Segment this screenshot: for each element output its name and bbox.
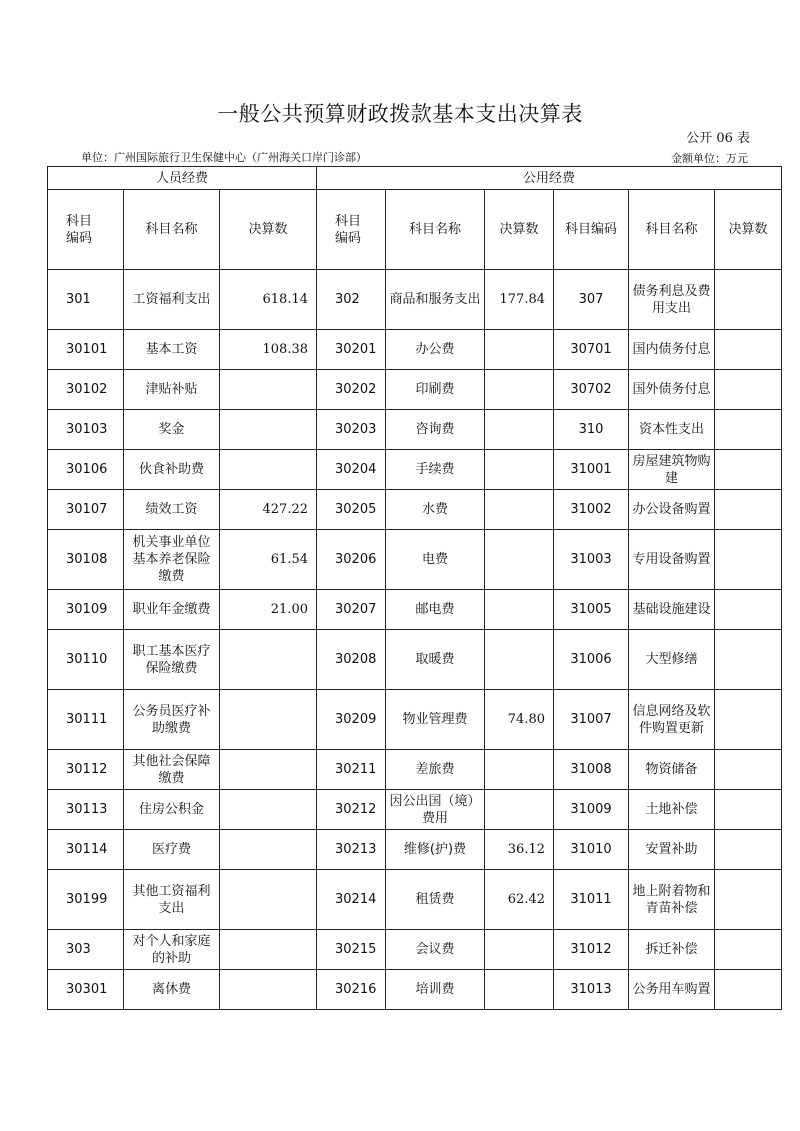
amount-cell: 36.12 <box>485 830 554 870</box>
name-cell: 培训费 <box>386 970 485 1010</box>
name-cell: 资本性支出 <box>629 410 715 450</box>
code-cell: 30211 <box>317 750 386 790</box>
amount-cell <box>220 370 317 410</box>
section-public: 公用经费 <box>317 167 782 190</box>
amount-cell <box>715 530 782 590</box>
table-row <box>48 750 782 790</box>
amount-cell <box>220 750 317 790</box>
code-cell: 30206 <box>317 530 386 590</box>
amount-cell <box>220 410 317 450</box>
table-row <box>48 490 782 530</box>
amount-cell: 61.54 <box>220 530 317 590</box>
amount-cell <box>485 370 554 410</box>
amount-cell <box>715 330 782 370</box>
code-cell: 30102 <box>48 370 124 410</box>
amount-cell <box>715 930 782 970</box>
header-amount-1: 决算数 <box>220 190 317 270</box>
code-cell: 30203 <box>317 410 386 450</box>
code-cell: 30208 <box>317 630 386 690</box>
code-cell: 30106 <box>48 450 124 490</box>
name-cell: 差旅费 <box>386 750 485 790</box>
amount-cell: 108.38 <box>220 330 317 370</box>
section-personnel: 人员经费 <box>48 167 317 190</box>
amount-cell <box>220 830 317 870</box>
amount-cell <box>485 450 554 490</box>
code-cell: 301 <box>48 270 124 330</box>
code-cell: 30103 <box>48 410 124 450</box>
code-cell: 31012 <box>554 930 629 970</box>
code-cell: 302 <box>317 270 386 330</box>
amount-cell: 21.00 <box>220 590 317 630</box>
code-cell: 30702 <box>554 370 629 410</box>
code-cell: 31006 <box>554 630 629 690</box>
code-cell: 30199 <box>48 870 124 930</box>
header-code-1: 科目 编码 <box>48 190 124 270</box>
header-name-1: 科目名称 <box>124 190 220 270</box>
document-title: 一般公共预算财政拨款基本支出决算表 <box>217 102 583 126</box>
code-cell: 30112 <box>48 750 124 790</box>
code-cell: 30101 <box>48 330 124 370</box>
amount-cell <box>715 790 782 830</box>
code-cell: 30201 <box>317 330 386 370</box>
amount-cell <box>485 970 554 1010</box>
code-cell: 31009 <box>554 790 629 830</box>
name-cell: 房屋建筑物购建 <box>629 450 715 490</box>
name-cell: 离休费 <box>124 970 220 1010</box>
header-amount-2: 决算数 <box>485 190 554 270</box>
amount-cell <box>220 870 317 930</box>
code-cell: 30204 <box>317 450 386 490</box>
name-cell: 地上附着物和青苗补偿 <box>629 870 715 930</box>
amount-cell: 427.22 <box>220 490 317 530</box>
code-cell: 30114 <box>48 830 124 870</box>
amount-cell: 74.80 <box>485 690 554 750</box>
amount-cell <box>220 450 317 490</box>
header-amount-3: 决算数 <box>715 190 782 270</box>
name-cell: 取暖费 <box>386 630 485 690</box>
code-cell: 31008 <box>554 750 629 790</box>
code-cell: 30216 <box>317 970 386 1010</box>
name-cell: 住房公积金 <box>124 790 220 830</box>
code-cell: 31007 <box>554 690 629 750</box>
code-cell: 30213 <box>317 830 386 870</box>
name-cell: 信息网络及软件购置更新 <box>629 690 715 750</box>
table-row <box>48 270 782 330</box>
amount-cell: 62.42 <box>485 870 554 930</box>
name-cell: 工资福利支出 <box>124 270 220 330</box>
code-cell: 30207 <box>317 590 386 630</box>
name-cell: 国内债务付息 <box>629 330 715 370</box>
code-cell: 31011 <box>554 870 629 930</box>
name-cell: 办公设备购置 <box>629 490 715 530</box>
amount-cell <box>715 690 782 750</box>
table-row <box>48 870 782 930</box>
code-cell: 30701 <box>554 330 629 370</box>
amount-cell <box>485 530 554 590</box>
code-cell: 30212 <box>317 790 386 830</box>
amount-cell <box>485 750 554 790</box>
amount-cell: 618.14 <box>220 270 317 330</box>
table-row <box>48 450 782 490</box>
amount-cell <box>220 690 317 750</box>
amount-cell <box>220 630 317 690</box>
code-cell: 31003 <box>554 530 629 590</box>
name-cell: 对个人和家庭的补助 <box>124 930 220 970</box>
amount-cell <box>715 750 782 790</box>
name-cell: 机关事业单位基本养老保险缴费 <box>124 530 220 590</box>
amount-cell: 177.84 <box>485 270 554 330</box>
name-cell: 基本工资 <box>124 330 220 370</box>
name-cell: 公务用车购置 <box>629 970 715 1010</box>
amount-cell <box>715 410 782 450</box>
amount-cell <box>485 930 554 970</box>
amount-unit: 金额单位：万元 <box>671 152 748 165</box>
name-cell: 伙食补助费 <box>124 450 220 490</box>
section-header-row <box>48 167 782 190</box>
code-cell: 303 <box>48 930 124 970</box>
name-cell: 印刷费 <box>386 370 485 410</box>
amount-cell <box>485 590 554 630</box>
name-cell: 租赁费 <box>386 870 485 930</box>
expenditure-table <box>47 166 782 1010</box>
amount-cell <box>485 790 554 830</box>
column-header-row <box>48 190 782 270</box>
amount-cell <box>715 630 782 690</box>
code-cell: 30209 <box>317 690 386 750</box>
code-cell: 30110 <box>48 630 124 690</box>
table-row <box>48 630 782 690</box>
amount-cell <box>715 450 782 490</box>
header-code-3: 科目编码 <box>554 190 629 270</box>
code-cell: 31005 <box>554 590 629 630</box>
code-cell: 31002 <box>554 490 629 530</box>
name-cell: 邮电费 <box>386 590 485 630</box>
amount-cell <box>485 490 554 530</box>
name-cell: 安置补助 <box>629 830 715 870</box>
name-cell: 其他工资福利支出 <box>124 870 220 930</box>
name-cell: 职工基本医疗保险缴费 <box>124 630 220 690</box>
table-row <box>48 930 782 970</box>
name-cell: 手续费 <box>386 450 485 490</box>
table-row <box>48 590 782 630</box>
code-cell: 31001 <box>554 450 629 490</box>
amount-cell <box>220 930 317 970</box>
name-cell: 大型修缮 <box>629 630 715 690</box>
name-cell: 国外债务付息 <box>629 370 715 410</box>
name-cell: 医疗费 <box>124 830 220 870</box>
table-row <box>48 410 782 450</box>
amount-cell <box>715 970 782 1010</box>
code-cell: 31010 <box>554 830 629 870</box>
reporting-unit: 单位：广州国际旅行卫生保健中心（广州海关口岸门诊部） <box>81 151 367 164</box>
code-cell: 30202 <box>317 370 386 410</box>
name-cell: 基础设施建设 <box>629 590 715 630</box>
code-cell: 30108 <box>48 530 124 590</box>
amount-cell <box>715 590 782 630</box>
name-cell: 会议费 <box>386 930 485 970</box>
name-cell: 公务员医疗补助缴费 <box>124 690 220 750</box>
header-code-2: 科目 编码 <box>317 190 386 270</box>
name-cell: 物业管理费 <box>386 690 485 750</box>
name-cell: 拆迁补偿 <box>629 930 715 970</box>
name-cell: 其他社会保障缴费 <box>124 750 220 790</box>
code-cell: 30109 <box>48 590 124 630</box>
table-row <box>48 530 782 590</box>
code-cell: 30214 <box>317 870 386 930</box>
amount-cell <box>485 630 554 690</box>
table-row <box>48 970 782 1010</box>
amount-cell <box>220 790 317 830</box>
amount-cell <box>715 270 782 330</box>
name-cell: 办公费 <box>386 330 485 370</box>
code-cell: 30215 <box>317 930 386 970</box>
name-cell: 咨询费 <box>386 410 485 450</box>
code-cell: 310 <box>554 410 629 450</box>
code-cell: 30111 <box>48 690 124 750</box>
table-row <box>48 790 782 830</box>
name-cell: 津贴补贴 <box>124 370 220 410</box>
amount-cell <box>485 410 554 450</box>
code-cell: 30301 <box>48 970 124 1010</box>
name-cell: 维修(护)费 <box>386 830 485 870</box>
name-cell: 电费 <box>386 530 485 590</box>
name-cell: 绩效工资 <box>124 490 220 530</box>
table-row <box>48 690 782 750</box>
code-cell: 31013 <box>554 970 629 1010</box>
name-cell: 土地补偿 <box>629 790 715 830</box>
code-cell: 30113 <box>48 790 124 830</box>
header-name-2: 科目名称 <box>386 190 485 270</box>
name-cell: 债务利息及费用支出 <box>629 270 715 330</box>
name-cell: 商品和服务支出 <box>386 270 485 330</box>
table-number: 公开 06 表 <box>686 131 750 146</box>
header-name-3: 科目名称 <box>629 190 715 270</box>
amount-cell <box>715 830 782 870</box>
name-cell: 水费 <box>386 490 485 530</box>
code-cell: 307 <box>554 270 629 330</box>
amount-cell <box>715 370 782 410</box>
code-cell: 30107 <box>48 490 124 530</box>
table-row <box>48 830 782 870</box>
name-cell: 物资储备 <box>629 750 715 790</box>
name-cell: 因公出国（境）费用 <box>386 790 485 830</box>
amount-cell <box>485 330 554 370</box>
table-row <box>48 370 782 410</box>
name-cell: 奖金 <box>124 410 220 450</box>
amount-cell <box>220 970 317 1010</box>
amount-cell <box>715 490 782 530</box>
name-cell: 专用设备购置 <box>629 530 715 590</box>
amount-cell <box>715 870 782 930</box>
code-cell: 30205 <box>317 490 386 530</box>
name-cell: 职业年金缴费 <box>124 590 220 630</box>
table-row <box>48 330 782 370</box>
